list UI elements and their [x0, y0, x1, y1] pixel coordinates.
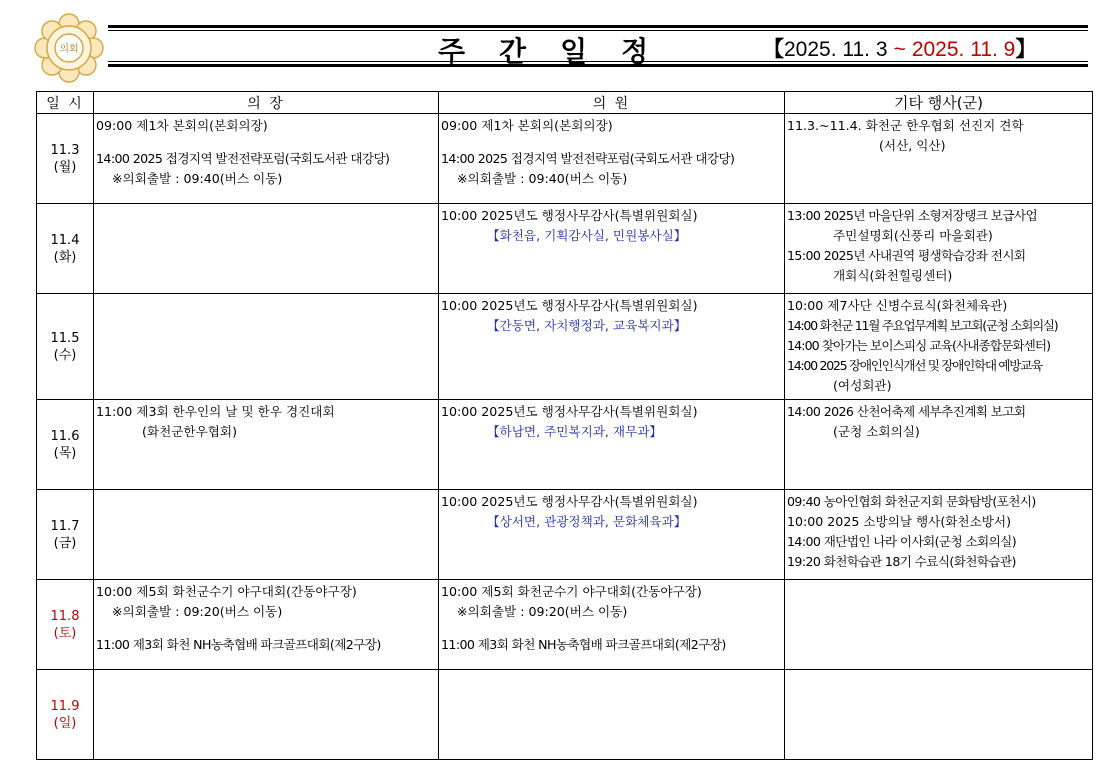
event-line: (서산, 익산): [879, 138, 946, 153]
note-line: ※의회출발 : 09:20(버스 이동): [112, 604, 283, 619]
period-separator: ~: [893, 38, 906, 61]
chair-cell: [94, 490, 439, 580]
event-line: 13:00 2025년 마을단위 소형저장탱크 보급사업: [787, 208, 1038, 223]
table-row: [37, 400, 1093, 490]
seal-text: 의회: [59, 44, 79, 55]
event-line: 10:00 2025년도 행정사무감사(특별위원회실): [441, 494, 698, 509]
other-cell: [785, 114, 1093, 204]
event-line: 15:00 2025년 사내권역 평생학습강좌 전시회: [787, 248, 1026, 263]
weekly-schedule-table: [36, 91, 1093, 760]
other-cell: [785, 400, 1093, 490]
date-label: 11.7: [50, 518, 80, 534]
event-line: 10:00 제5회 화천군수기 야구대회(간동야구장): [96, 584, 357, 599]
period-start: 2025. 11. 3: [784, 38, 888, 61]
table-row: [37, 580, 1093, 670]
member-cell: [439, 490, 785, 580]
date-label: 11.9: [50, 698, 80, 714]
table-row: [37, 670, 1093, 760]
event-line: 10:00 제7사단 신병수료식(화천체육관): [787, 298, 1008, 313]
date-label: 11.3: [50, 142, 80, 158]
event-line: 10:00 2025년도 행정사무감사(특별위원회실): [441, 404, 698, 419]
weekday-label: (월): [53, 159, 77, 175]
event-line: 14:00 2025 접경지역 발전전략포럼(국회도서관 대강당): [96, 151, 390, 166]
event-line: 14:00 화천군 11월 주요업무계획 보고회(군청 소회의실): [787, 318, 1058, 333]
other-cell: [785, 204, 1093, 294]
chair-cell: [94, 114, 439, 204]
event-line: 14:00 재단법인 나라 이사회(군청 소회의실): [787, 534, 1017, 549]
table-row: [37, 114, 1093, 204]
event-line: 11:00 제3회 화천 NH농축협배 파크골프대회(제2구장): [441, 637, 726, 652]
event-line: 11:00 제3회 화천 NH농축협배 파크골프대회(제2구장): [96, 637, 381, 652]
event-line: 14:00 2026 산천어축제 세부추진계획 보고회: [787, 404, 1026, 419]
event-line: 09:40 농아인협회 화천군지회 문화탐방(포천시): [787, 494, 1036, 509]
date-cell: [37, 490, 94, 580]
date-cell: [37, 400, 94, 490]
note-line: ※의회출발 : 09:40(버스 이동): [112, 171, 283, 186]
member-cell: [439, 204, 785, 294]
date-label: 11.8: [50, 608, 80, 624]
page-title: 주간일정: [438, 35, 683, 68]
event-line: 09:00 제1차 본회의(본회의장): [441, 118, 613, 133]
audit-dept-line: 【상서면, 관광정책과, 문화체육과】: [487, 514, 687, 529]
weekday-label: (목): [53, 445, 77, 461]
other-cell: [785, 670, 1093, 760]
event-line: 09:00 제1차 본회의(본회의장): [96, 118, 268, 133]
note-line: ※의회출발 : 09:20(버스 이동): [457, 604, 628, 619]
date-label: 11.4: [50, 232, 80, 248]
audit-dept-line: 【화천읍, 기획감사실, 민원봉사실】: [487, 228, 687, 243]
event-line: 14:00 2025 장애인인식개선 및 장애인학대 예방교육: [787, 358, 1042, 373]
date-cell: [37, 114, 94, 204]
table-row: [37, 204, 1093, 294]
audit-dept-line: 【하남면, 주민복지과, 재무과】: [487, 424, 663, 439]
date-cell: [37, 294, 94, 400]
council-seal-logo: [33, 12, 105, 84]
member-cell: [439, 294, 785, 400]
period-end: 2025. 11. 9: [911, 38, 1016, 61]
header-date: 일 시: [37, 92, 94, 114]
event-line: 10:00 2025 소방의날 행사(화천소방서): [787, 514, 1012, 529]
event-line: 주민설명회(신풍리 마을회관): [833, 228, 993, 243]
header-chair: 의 장: [94, 92, 439, 114]
weekday-label: (화): [53, 249, 77, 265]
chair-cell: [94, 580, 439, 670]
member-cell: [439, 114, 785, 204]
weekday-label: (수): [53, 347, 77, 363]
header-other-events: 기타 행사(군): [785, 92, 1093, 114]
event-line: 개회식(화천힐링센터): [833, 268, 953, 283]
event-line: 11:00 제3회 한우인의 날 및 한우 경진대회: [96, 404, 335, 419]
weekday-label: (금): [53, 535, 77, 551]
member-cell: [439, 670, 785, 760]
period-close-bracket: 】: [1015, 38, 1037, 61]
chair-cell: [94, 204, 439, 294]
table-header-row: [37, 92, 1093, 114]
header-member: 의 원: [439, 92, 785, 114]
event-line: 14:00 찾아가는 보이스피싱 교육(사내종합문화센터): [787, 338, 1051, 353]
event-line: 10:00 2025년도 행정사무감사(특별위원회실): [441, 298, 698, 313]
other-cell: [785, 294, 1093, 400]
member-cell: [439, 400, 785, 490]
event-line: 10:00 2025년도 행정사무감사(특별위원회실): [441, 208, 698, 223]
date-cell: [37, 580, 94, 670]
date-cell: [37, 670, 94, 760]
weekday-label: (일): [53, 715, 77, 731]
event-line: (화천군한우협회): [142, 424, 237, 439]
event-line: (여성회관): [833, 378, 892, 393]
schedule-period: [763, 33, 1036, 63]
header-bar: [108, 25, 1088, 67]
weekday-label: (토): [53, 625, 77, 641]
event-line: 14:00 2025 접경지역 발전전략포럼(국회도서관 대강당): [441, 151, 735, 166]
audit-dept-line: 【간동면, 자치행정과, 교육복지과】: [487, 318, 687, 333]
date-label: 11.5: [50, 330, 80, 346]
note-line: ※의회출발 : 09:40(버스 이동): [457, 171, 628, 186]
table-row: [37, 294, 1093, 400]
date-cell: [37, 204, 94, 294]
event-line: (군청 소회의실): [833, 424, 920, 439]
event-line: 10:00 제5회 화천군수기 야구대회(간동야구장): [441, 584, 702, 599]
event-line: 11.3.~11.4. 화천군 한우협회 선진지 견학: [787, 118, 1024, 133]
other-cell: [785, 580, 1093, 670]
chair-cell: [94, 400, 439, 490]
date-label: 11.6: [50, 428, 80, 444]
table-row: [37, 490, 1093, 580]
chair-cell: [94, 294, 439, 400]
other-cell: [785, 490, 1093, 580]
member-cell: [439, 580, 785, 670]
event-line: 19:20 화천학습관 18기 수료식(화천학습관): [787, 554, 1016, 569]
chair-cell: [94, 670, 439, 760]
period-open-bracket: 【: [763, 38, 784, 61]
